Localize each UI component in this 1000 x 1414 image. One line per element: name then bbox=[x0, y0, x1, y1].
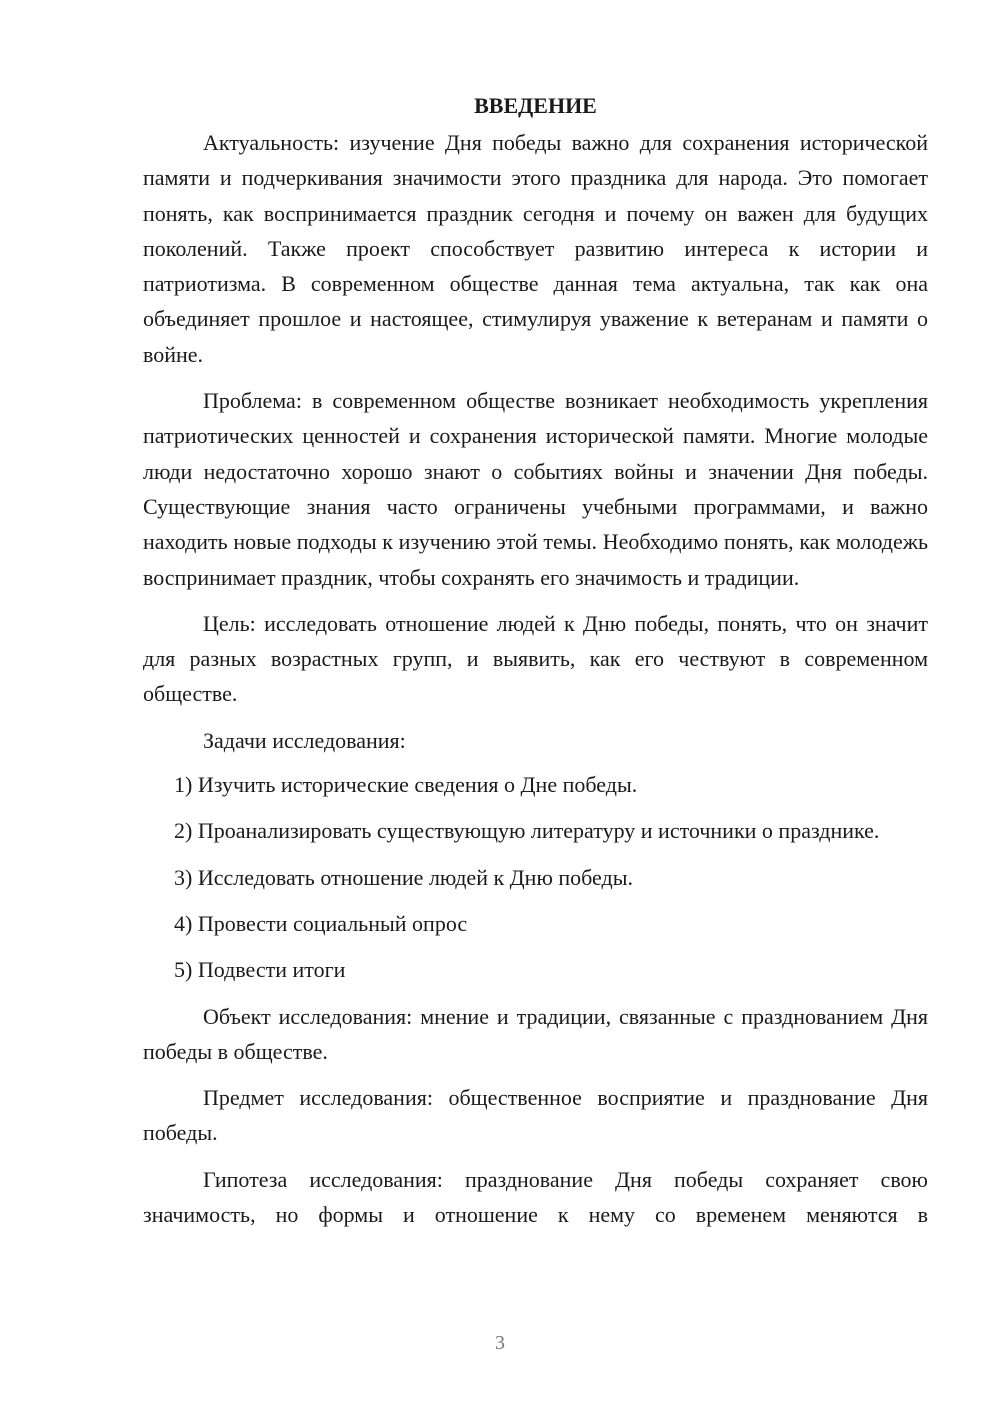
goal-paragraph: Цель: исследовать отношение людей к Дню победы, понять, что он значит для разных возрастных групп, и выявить, как его чествуют в современном обществе. bbox=[143, 610, 928, 707]
task-item-4: 4) Провести социальный опрос bbox=[174, 910, 468, 936]
hypothesis-paragraph: Гипотеза исследования: празднование Дня победы сохраняет свою значимость, но формы и отношение к нему со временем меняются в bbox=[143, 1166, 928, 1228]
task-item-1: 1) Изучить исторические сведения о Дне победы. bbox=[174, 772, 638, 798]
task-item-5: 5) Подвести итоги bbox=[174, 957, 346, 983]
problem-paragraph: Проблема: в современном обществе возникает необходимость укрепления патриотических ценностей и сохранения исторической памяти. Многие молодые люди недостаточно хорошо знают о событиях войны и значении Дня победы. Существующие знания часто ограничены учебными программами, и важно находить новые подходы к изучению этой темы. Необходимо понять, как молодежь воспринимает праздник, чтобы сохранять его значимость и традиции. bbox=[143, 388, 928, 590]
page-number: 3 bbox=[495, 1332, 505, 1354]
tasks-heading: Задачи исследования: bbox=[203, 727, 406, 753]
subject-paragraph: Предмет исследования: общественное восприятие и празднование Дня победы. bbox=[143, 1085, 928, 1146]
object-paragraph: Объект исследования: мнение и традиции, связанные с празднованием Дня победы в обществе. bbox=[143, 1003, 928, 1064]
relevance-paragraph: Актуальность: изучение Дня победы важно для сохранения исторической памяти и подчеркивания значимости этого праздника для народа. Это помогает понять, как воспринимается праздник сегодня и почему он важен для будущих поколений. Также проект способствует развитию интереса к истории и патриотизма. В современном обществе данная тема актуальна, так как она объединяет прошлое и настоящее, стимулируя уважение к ветеранам и памяти о войне. bbox=[143, 130, 928, 367]
task-item-2: 2) Проанализировать существующую литературу и источники о празднике. bbox=[174, 818, 880, 844]
task-item-3: 3) Исследовать отношение людей к Дню победы. bbox=[174, 864, 634, 890]
document-page bbox=[143, 88, 928, 1243]
page-title: ВВЕДЕНИЕ bbox=[474, 93, 597, 118]
